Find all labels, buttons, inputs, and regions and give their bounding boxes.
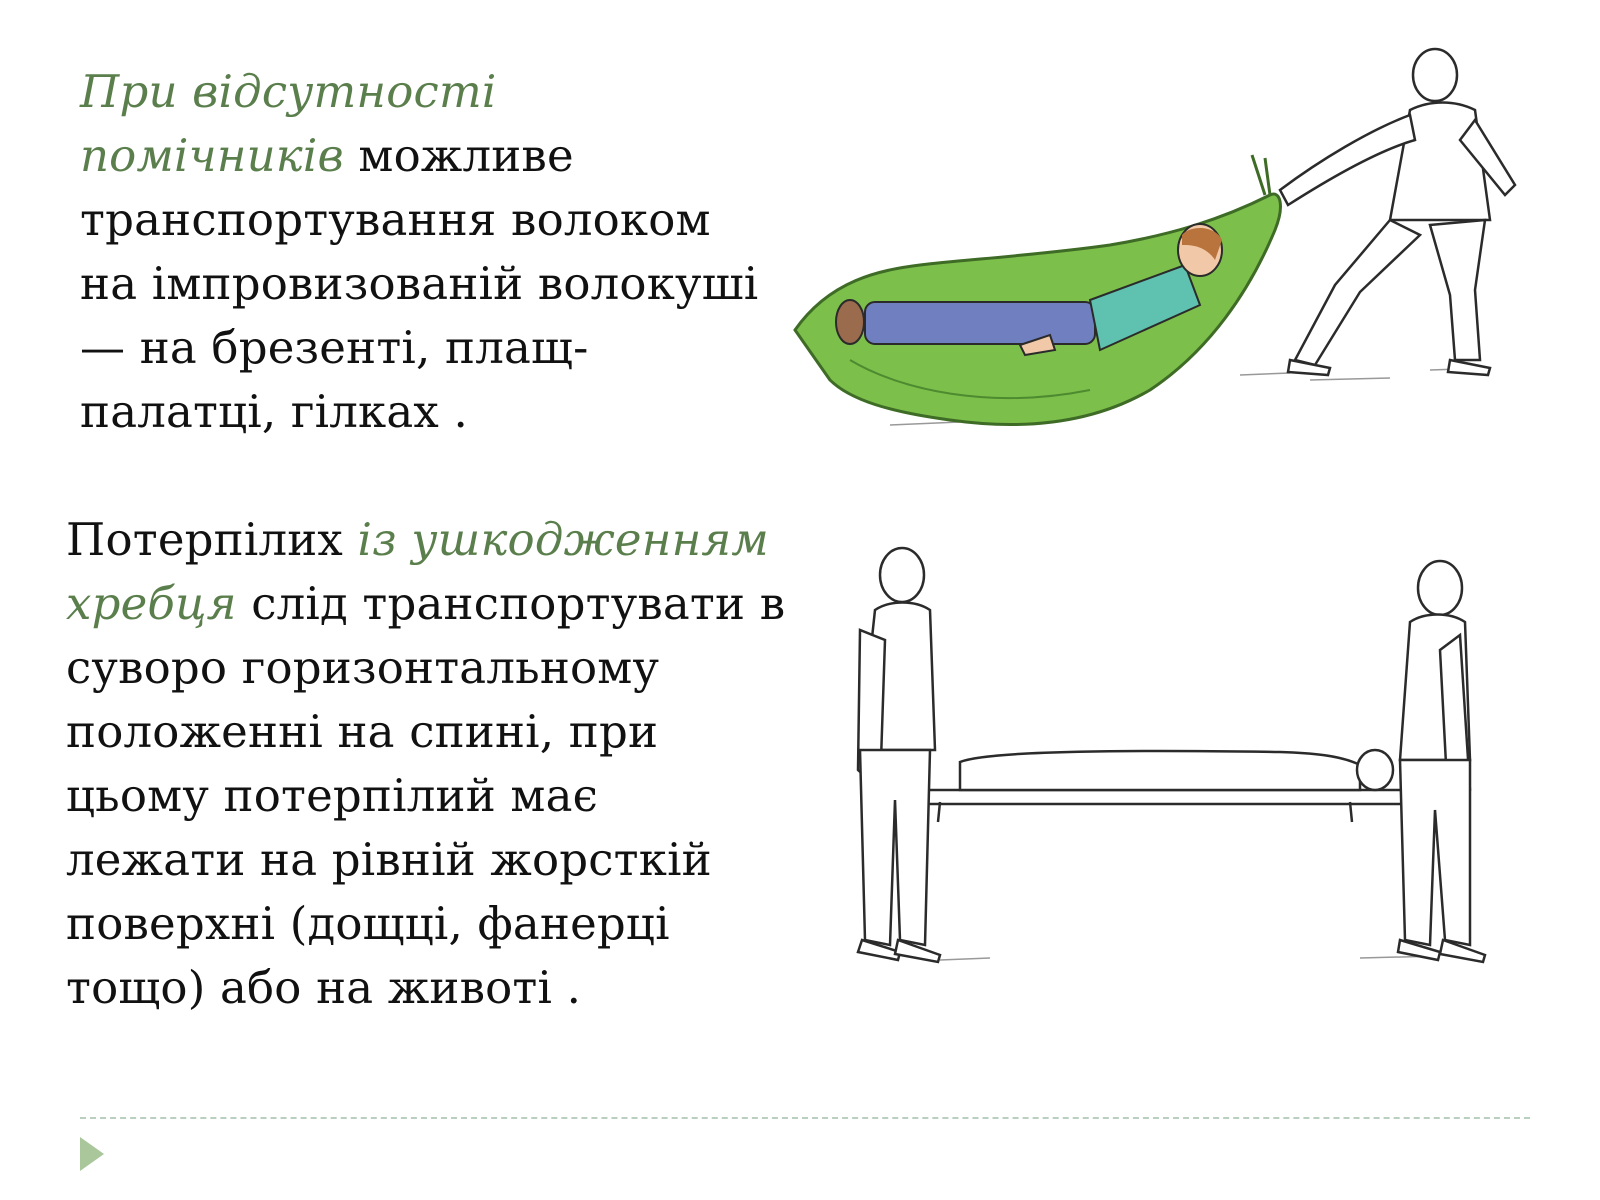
rescuer-figure [1280, 49, 1515, 375]
accent-spine-injury: із ушкодженням хребця [66, 513, 769, 630]
paragraph-spine-injury [66, 508, 786, 1020]
rear-carrier-figure [1398, 561, 1485, 962]
paragraph-drag-transport [80, 60, 760, 444]
drag-on-tarp-illustration [790, 30, 1550, 450]
footer-divider [80, 1117, 1530, 1119]
ground-lines [940, 956, 1440, 960]
stretcher-carry-illustration [840, 540, 1540, 1000]
play-triangle-icon [80, 1137, 104, 1171]
stretcher [880, 750, 1440, 822]
paragraph-spine-text: слід транспортувати в суворо горизонтальному положенні на спині, при цьому потерпілий має лежати на рівній жорсткій поверхні (дощці, фанерці тощо) або на животі . [66, 577, 786, 1014]
accent-no-helpers: При відсутності помічників [80, 65, 497, 182]
paragraph-drag-text: можливе транспортування волоком на імпровизованій волокуші — на брезенті, плащ-палатці, гілках . [80, 129, 759, 438]
paragraph-spine-lead: Потерпілих [66, 513, 358, 566]
front-carrier-figure [858, 548, 940, 962]
